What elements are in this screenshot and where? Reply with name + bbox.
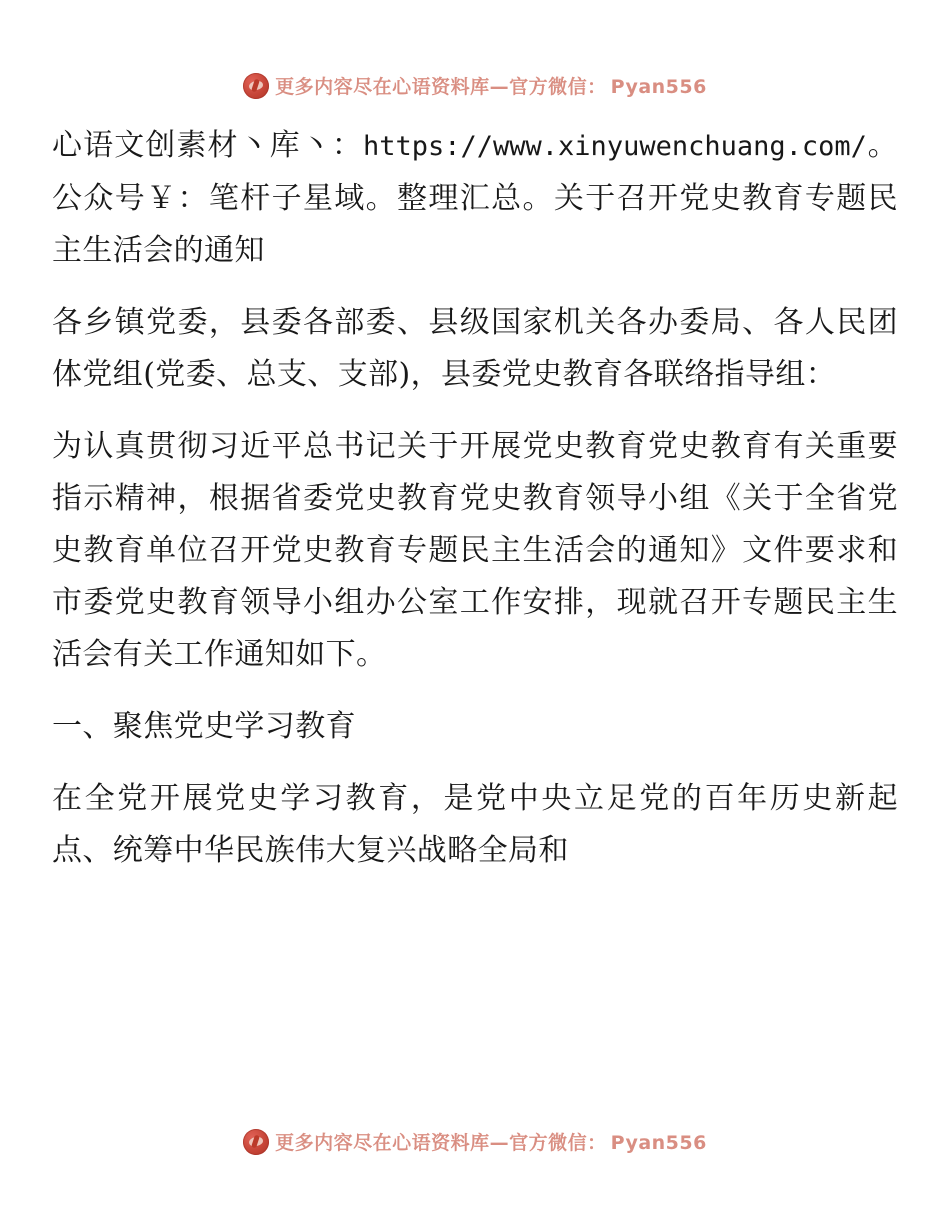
document-body — [52, 120, 898, 897]
seal-stamp-icon — [243, 73, 269, 99]
paragraph-source-line — [52, 120, 898, 277]
paragraph-preamble: 为认真贯彻习近平总书记关于开展党史教育党史教育有关重要指示精神，根据省委党史教育党史教育领导小组《关于全省党史教育单位召开党史教育专题民主生活会的通知》文件要求和市委党史教育领导小组办公室工作安排，现就召开专题民主生活会有关工作通知如下。 — [52, 429, 898, 672]
watermark-banner-top — [0, 72, 950, 99]
section-one-title: 一、聚焦党史学习教育 — [52, 709, 356, 744]
source-line-prefix: 心语文创素材丶库丶： — [52, 128, 363, 163]
watermark-account-bottom: Pyan556 — [610, 1132, 707, 1154]
paragraph-addressee: 各乡镇党委，县委各部委、县级国家机关各办委局、各人民团体党组(党委、总支、支部)，县委党史教育各联络指导组： — [52, 305, 898, 392]
source-line-url: https://www.xinyuwenchuang.com/ — [362, 131, 867, 162]
watermark-main-text-top: 更多内容尽在心语资料库—官方微信： — [275, 76, 607, 98]
watermark-text-top — [275, 72, 707, 99]
watermark-banner-bottom — [0, 1128, 950, 1155]
source-line-suffix: 。公众号￥：笔杆子星域。整理汇总。关于召开党史教育专题民主生活会的通知 — [52, 128, 899, 268]
section-one-body: 在全党开展党史学习教育，是党中央立足党的百年历史新起点、统筹中华民族伟大复兴战略全局和 — [52, 781, 898, 868]
seal-stamp-icon — [243, 1129, 269, 1155]
watermark-account-top: Pyan556 — [610, 76, 707, 98]
watermark-text-bottom — [275, 1128, 707, 1155]
watermark-main-text-bottom: 更多内容尽在心语资料库—官方微信： — [275, 1132, 607, 1154]
